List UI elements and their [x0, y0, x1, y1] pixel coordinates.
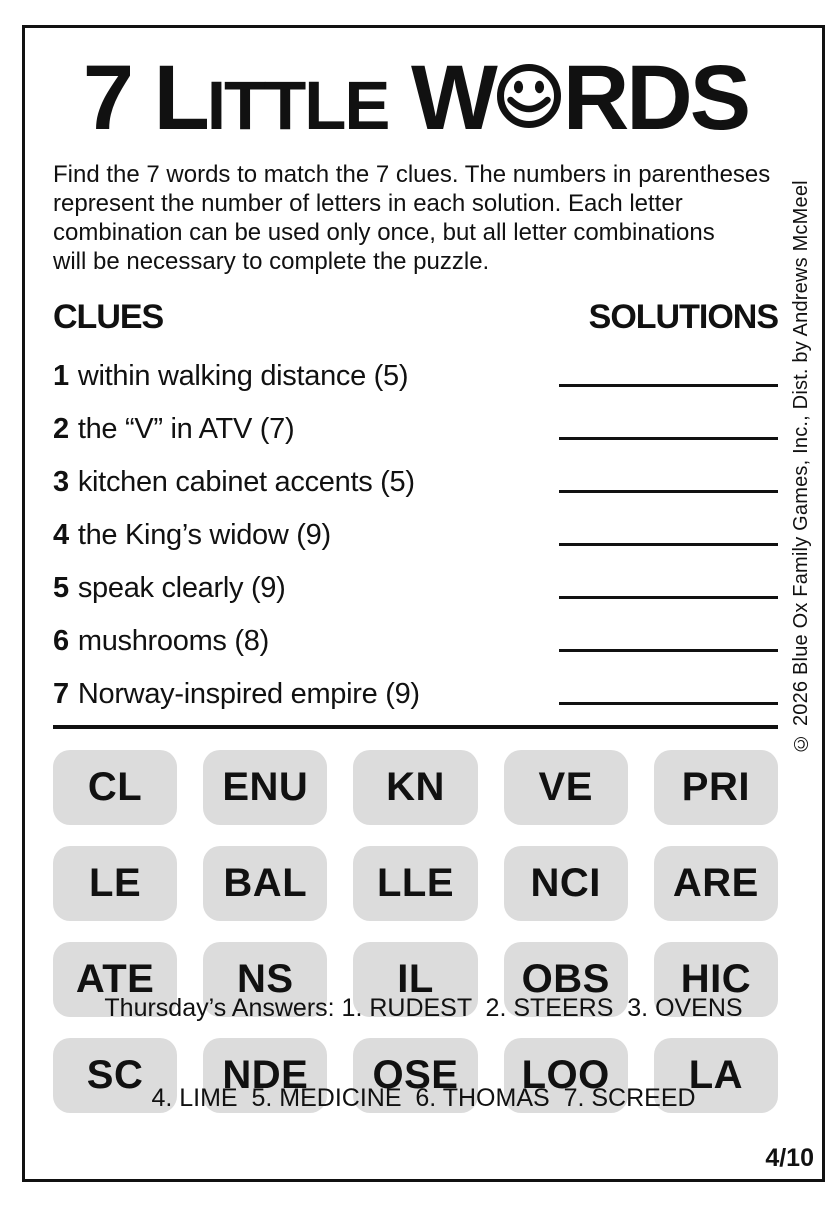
solution-line-1[interactable]: [559, 384, 778, 387]
clue-text: [53, 414, 294, 444]
letter-tile[interactable]: VE: [504, 750, 628, 825]
copyright-text: © 2026 Blue Ox Family Games, Inc., Dist. by Andrews McMeel: [790, 180, 812, 754]
letter-tile[interactable]: ENU: [203, 750, 327, 825]
letter-tile[interactable]: BAL: [203, 846, 327, 921]
clue-number: 3: [53, 465, 69, 498]
clues-list: [53, 338, 778, 709]
letter-tile[interactable]: PRI: [654, 750, 778, 825]
instructions-line: will be necessary to complete the puzzle.: [53, 248, 490, 275]
clue-label: within walking distance (5): [77, 359, 409, 392]
instructions: [53, 160, 778, 276]
clue-number: 7: [53, 677, 69, 710]
clue-text: [53, 520, 331, 550]
clue-number: 1: [53, 359, 69, 392]
clue-text: [53, 573, 286, 603]
clues-header-row: [53, 298, 778, 338]
clue-number: 6: [53, 624, 69, 657]
clue-text: [53, 679, 420, 709]
clue-row-4: [53, 497, 778, 550]
letter-tile[interactable]: LLE: [353, 846, 477, 921]
letter-tile[interactable]: OBS: [504, 942, 628, 1017]
title-part-3: W: [411, 47, 495, 149]
letter-tile[interactable]: NDE: [203, 1038, 327, 1113]
page-title: [53, 47, 778, 149]
page-number: 4/10: [765, 1144, 814, 1172]
clue-number: 2: [53, 412, 69, 445]
clue-row-5: [53, 550, 778, 603]
letter-tile[interactable]: LE: [53, 846, 177, 921]
letter-tile[interactable]: SC: [53, 1038, 177, 1113]
clue-row-3: [53, 444, 778, 497]
letter-tile[interactable]: NS: [203, 942, 327, 1017]
answers-line: 4. LIME 5. MEDICINE 6. THOMAS 7. SCREED: [151, 1084, 696, 1112]
letter-tile[interactable]: HIC: [654, 942, 778, 1017]
clue-row-7: [53, 656, 778, 709]
instructions-line: Find the 7 words to match the 7 clues. The numbers in parentheses: [53, 161, 771, 188]
answers-line: Thursday’s Answers: 1. RUDEST 2. STEERS 3. OVENS: [104, 994, 743, 1022]
clue-text: [53, 467, 415, 497]
letter-tile[interactable]: ATE: [53, 942, 177, 1017]
clue-row-2: [53, 391, 778, 444]
clues-heading: CLUES: [53, 298, 164, 336]
solution-line-6[interactable]: [559, 649, 778, 652]
clue-label: kitchen cabinet accents (5): [77, 465, 415, 498]
title-part-2: ITTLE: [206, 67, 389, 144]
clue-number: 5: [53, 571, 69, 604]
clue-number: 4: [53, 518, 69, 551]
puzzle-page: [22, 25, 825, 1182]
solution-line-3[interactable]: [559, 490, 778, 493]
letter-tile[interactable]: ARE: [654, 846, 778, 921]
title-part-1: 7 L: [82, 47, 207, 149]
clue-label: the King’s widow (9): [77, 518, 331, 551]
clue-row-1: [53, 338, 778, 391]
letter-tile[interactable]: OSE: [353, 1038, 477, 1113]
previous-answers: [25, 933, 822, 1173]
instructions-line: combination can be used only once, but all letter combinations: [53, 219, 715, 246]
letter-tile[interactable]: LA: [654, 1038, 778, 1113]
solution-line-2[interactable]: [559, 437, 778, 440]
clue-label: Norway-inspired empire (9): [77, 677, 420, 710]
clue-label: mushrooms (8): [77, 624, 269, 657]
section-divider: [53, 725, 778, 729]
letter-tile[interactable]: IL: [353, 942, 477, 1017]
clue-label: speak clearly (9): [77, 571, 286, 604]
clue-text: [53, 626, 269, 656]
solution-line-4[interactable]: [559, 543, 778, 546]
clue-label: the “V” in ATV (7): [77, 412, 295, 445]
solution-line-5[interactable]: [559, 596, 778, 599]
solutions-heading: SOLUTIONS: [588, 298, 778, 336]
title-spacer: [388, 52, 411, 144]
letter-tile[interactable]: KN: [353, 750, 477, 825]
instructions-line: represent the number of letters in each solution. Each letter: [53, 190, 683, 217]
solution-line-7[interactable]: [559, 702, 778, 705]
clue-text: [53, 361, 408, 391]
letter-tile[interactable]: CL: [53, 750, 177, 825]
title-part-4: RDS: [562, 47, 749, 149]
clue-row-6: [53, 603, 778, 656]
letter-tile[interactable]: LOO: [504, 1038, 628, 1113]
smiley-face-icon: [496, 63, 562, 129]
letter-tile[interactable]: NCI: [504, 846, 628, 921]
